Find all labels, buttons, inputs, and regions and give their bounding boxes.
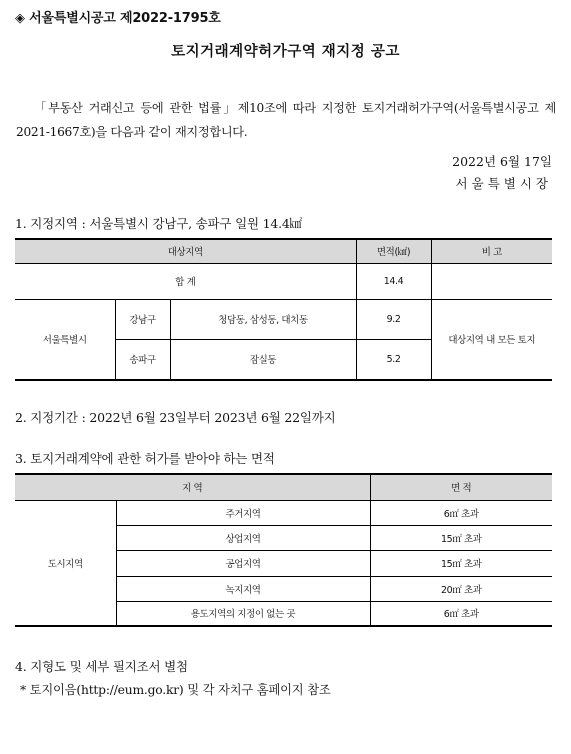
remark-cell: 대상지역 내 모든 토지 <box>431 299 552 380</box>
notice-number <box>15 7 221 26</box>
header-size: 면 적 <box>370 474 552 500</box>
section-1-heading: 1. 지정지역 : 서울특별시 강남구, 송파구 일원 14.4㎢ <box>15 216 302 231</box>
zone-cell: 상업지역 <box>116 525 370 550</box>
header-size: 면적(㎢) <box>356 239 431 263</box>
notice-number-text: 서울특별시공고 제2022-1795호 <box>29 11 221 26</box>
designated-area-table <box>15 238 552 381</box>
zone-cell: 녹지지역 <box>116 576 370 601</box>
page-title: 토지거래계약허가구역 재지정 공고 <box>171 44 400 60</box>
header-note: 비 고 <box>431 239 552 263</box>
district-cell: 강남구 <box>115 299 170 339</box>
total-label: 합 계 <box>15 263 356 299</box>
district-cell: 송파구 <box>115 339 170 380</box>
notice-date: 2022년 6월 17일 <box>452 154 552 169</box>
size-cell: 15㎡ 초과 <box>370 525 552 550</box>
section-2-heading: 2. 지정기간 : 2022년 6월 23일부터 2023년 6월 22일까지 <box>15 410 336 425</box>
total-note <box>431 263 552 299</box>
permit-area-table <box>15 473 552 627</box>
diamond-bullet-icon: ◈ <box>15 11 25 26</box>
table-header-row <box>15 474 552 500</box>
footnote: * 토지이음(http://eum.go.kr) 및 각 자치구 홈페이지 참조 <box>20 683 331 697</box>
city-cell: 서울특별시 <box>15 299 115 380</box>
size-cell: 20㎡ 초과 <box>370 576 552 601</box>
category-cell: 도시지역 <box>15 500 116 626</box>
intro-paragraph: 「부동산 거래신고 등에 관한 법률」제10조에 따라 지정한 토지거래허가구역(서울특별시공고 제2021-1667호)을 다음과 같이 재지정합니다. <box>16 101 556 139</box>
value-cell: 5.2 <box>356 339 431 380</box>
issuer: 서울특별시장 <box>455 176 552 191</box>
table-header-row <box>15 239 552 263</box>
header-area: 대상지역 <box>15 239 356 263</box>
size-cell: 15㎡ 초과 <box>370 550 552 576</box>
dongs-cell: 청담동, 삼성동, 대치동 <box>170 299 356 339</box>
section-3-heading: 3. 토지거래계약에 관한 허가를 받아야 하는 면적 <box>15 451 275 466</box>
header-zone: 지 역 <box>15 474 370 500</box>
table-row <box>15 299 552 339</box>
dongs-cell: 잠실동 <box>170 339 356 380</box>
total-row <box>15 263 552 299</box>
value-cell: 9.2 <box>356 299 431 339</box>
zone-cell: 용도지역의 지정이 없는 곳 <box>116 601 370 626</box>
section-4-heading: 4. 지형도 및 세부 필지조서 별첨 <box>15 659 188 674</box>
zone-cell: 공업지역 <box>116 550 370 576</box>
size-cell: 6㎡ 초과 <box>370 500 552 525</box>
zone-cell: 주거지역 <box>116 500 370 525</box>
table-row <box>15 500 552 525</box>
total-value: 14.4 <box>356 263 431 299</box>
size-cell: 6㎡ 초과 <box>370 601 552 626</box>
